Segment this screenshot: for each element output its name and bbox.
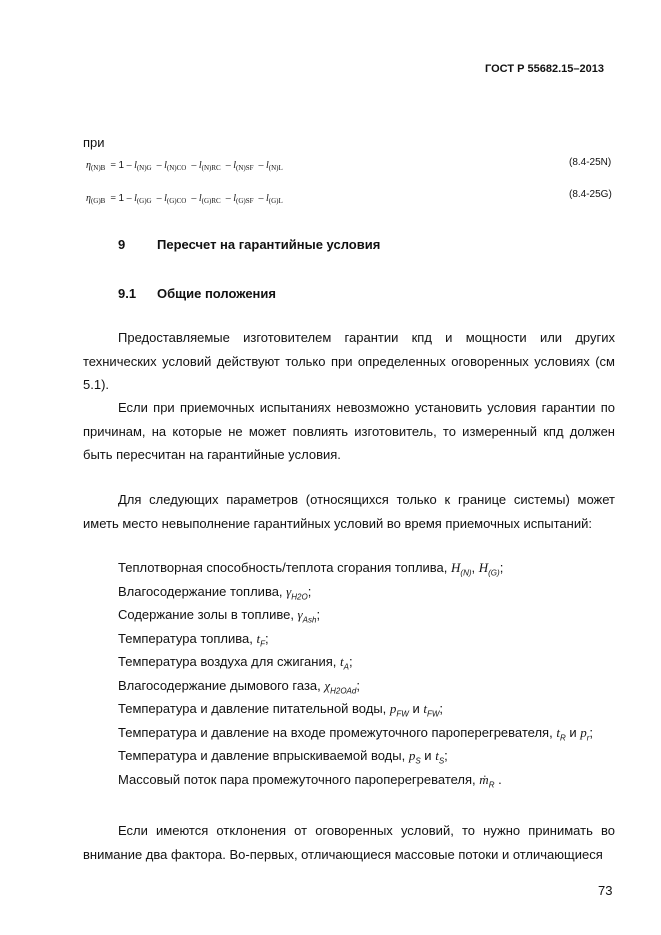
list-item: Влагосодержание дымового газа, $\chi_{H2OAd}$; (118, 678, 360, 696)
list-item: Температура топлива, $t_F$; (118, 631, 269, 649)
equation-8-4-25g: $\eta_{(G)B} = 1 - l_{(G)G} - l_{(G)CO} - l_{(G)RC} - l_{(G)SF} - l_{(G)L}$ (86, 193, 283, 205)
equation-number: (8.4-25G) (569, 189, 612, 200)
list-item: Содержание золы в топливе, $\gamma_{Ash}$; (118, 607, 321, 625)
subsection-title: Общие положения (157, 286, 276, 301)
section-number: 9 (118, 237, 126, 252)
paragraph: Если при приемочных испытаниях невозможно установить условия гарантии по причинам, на которые не может повлиять изготовитель, то измеренный кпд должен быть пересчитан на гарантийные условия. (83, 400, 615, 462)
intro-word: при (83, 135, 105, 150)
equation-number: (8.4-25N) (569, 157, 612, 168)
section-title: Пересчет на гарантийные условия (157, 237, 381, 252)
list-item: Температура воздуха для сжигания, $t_A$; (118, 654, 353, 672)
list-item: Влагосодержание топлива, $\gamma_{H2O}$; (118, 584, 312, 602)
list-item: Теплотворная способность/теплота сгорания топлива, $H_{(N)}$, $H_{(G)}$; (118, 560, 504, 578)
paragraph: Предоставляемые изготовителем гарантии кпд и мощности или других технических условий действуют только при определенных оговоренных условиях (см 5.1). (83, 330, 615, 392)
standard-header: ГОСТ Р 55682.15–2013 (485, 63, 604, 75)
list-item: Температура и давление питательной воды, $p_{FW}$ и $t_{FW}$; (118, 701, 444, 719)
page-number: 73 (598, 883, 613, 898)
list-item: Температура и давление впрыскиваемой воды, $p_S$ и $t_S$; (118, 748, 448, 766)
paragraph: Для следующих параметров (относящихся только к границе системы) может иметь место невыполнение гарантийных условий во время приемочных испытаний: (83, 492, 615, 531)
equation-8-4-25n: $\eta_{(N)B} = 1 - l_{(N)G} - l_{(N)CO} - l_{(N)RC} - l_{(N)SF} - l_{(N)L}$ (86, 160, 283, 172)
paragraph: Если имеются отклонения от оговоренных условий, то нужно принимать во внимание два фактора. Во-первых, отличающиеся массовые потоки и отличающиеся (83, 823, 615, 862)
subsection-number: 9.1 (118, 286, 137, 301)
list-item: Массовый поток пара промежуточного пароперегревателя, ṁ$_R$ . (118, 772, 502, 790)
list-item: Температура и давление на входе промежуточного пароперегревателя, $t_R$ и $p_r$; (118, 725, 594, 743)
